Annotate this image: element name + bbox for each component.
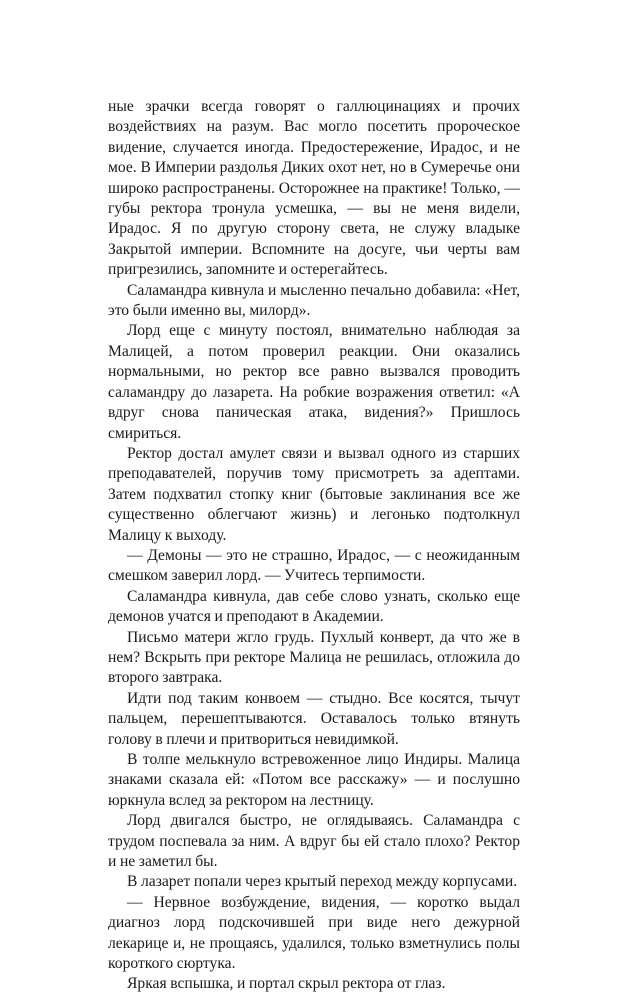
paragraph: — Демоны — это не страшно, Ирадос, — с неожиданным смешком заверил лорд. — Учитесь терпимости. xyxy=(108,546,520,585)
paragraph: Ректор достал амулет связи и вызвал одного из старших преподавателей, поручив тому присмотреть за адептами. Затем подхватил стопку книг (бытовые заклинания все же существенно облегчают жизнь) и легонько подтолкнул Малицу к выходу. xyxy=(108,444,520,544)
paragraph-continued: ные зрачки всегда говорят о галлюцинациях и прочих воздействиях на разум. Вас могло посетить пророческое видение, случается иногда. Предостережение, Ирадос, и не мое. В Империи раздолья Диких охот нет, но в Сумеречье они широко распространены. Осторожнее на практике! Только, — губы ректора тронула усмешка, — вы не меня видели, Ирадос. Я по другую сторону света, не служу владыке Закрытой империи. Вспомните на досуге, чьи черты вам пригрезились, запомните и остерегайтесь. xyxy=(108,98,520,279)
paragraph: Лорд двигался быстро, не оглядываясь. Саламандра с трудом поспевала за ним. А вдруг бы ей стало плохо? Ректор и не заметил бы. xyxy=(108,812,520,871)
paragraph: В толпе мелькнуло встревоженное лицо Индиры. Малица знаками сказала ей: «Потом все расскажу» — и послушно юркнула вслед за ректором на лестницу. xyxy=(108,751,520,809)
paragraph: — Нервное возбуждение, видения, — коротко выдал диагноз лорд подскочившей при виде него дежурной лекарице и, не прощаясь, удалился, только взметнулись полы короткого сюртука. xyxy=(108,893,520,973)
paragraph: В лазарет попали через крытый переход между корпусами. xyxy=(127,873,518,891)
paragraph: Саламандра кивнула и мысленно печально добавила: «Нет, это были именно вы, милорд». xyxy=(108,281,520,320)
paragraph: Саламандра кивнула, дав себе слово узнать, сколько еще демонов учатся и преподают в Академии. xyxy=(108,587,520,626)
paragraph: Идти под таким конвоем — стыдно. Все косятся, тычут пальцем, перешептываются. Оставалось только втянуть голову в плечи и притвориться невидимкой. xyxy=(108,689,520,748)
paragraph: Письмо матери жгло грудь. Пухлый конверт, да что же в нем? Вскрыть при ректоре Малица не решилась, отложила до второго завтрака. xyxy=(108,628,520,687)
paragraph: Лорд еще с минуту постоял, внимательно наблюдая за Малицей, а потом проверил реакции. Они оказались нормальными, но ректор все равно вызвался проводить саламандру до лазарета. На робкие возражения ответил: «А вдруг снова паническая атака, видения?» Пришлось смириться. xyxy=(108,322,520,442)
page-text-block xyxy=(108,97,520,995)
paragraph: Яркая вспышка, и портал скрыл ректора от глаз. xyxy=(127,975,446,993)
